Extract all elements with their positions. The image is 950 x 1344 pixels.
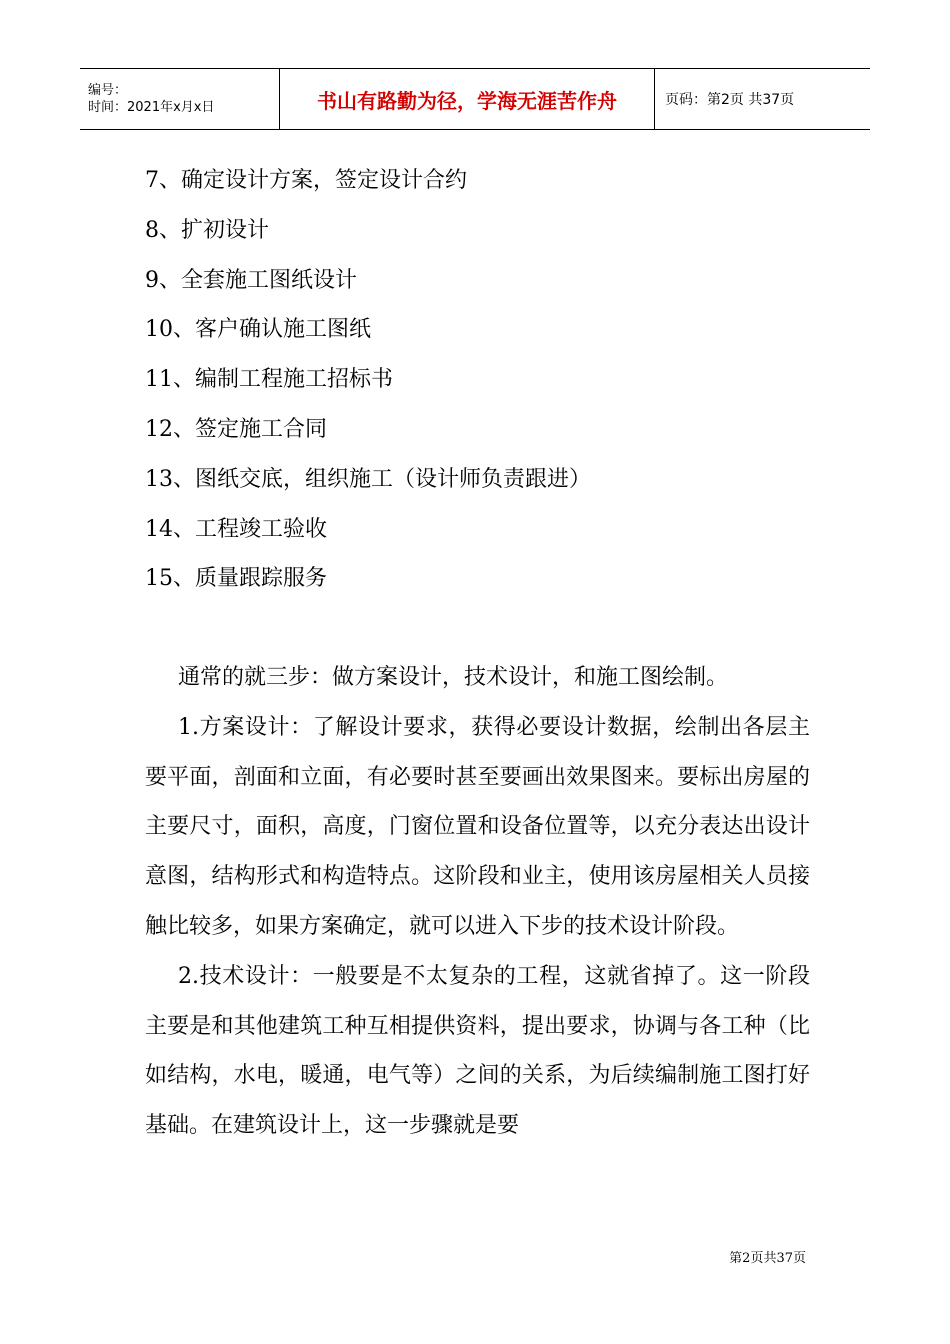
design-steps-list	[145, 156, 591, 604]
technical-design-paragraph: 2.技术设计：一般要是不太复杂的工程，这就省掉了。这一阶段主要是和其他建筑工种互相提供资料，提出要求，协调与各工种（比如结构，水电，暖通，电气等）之间的关系，为后续编制施工图打好基础。在建筑设计上，这一步骤就是要	[145, 963, 810, 1139]
list-item: 15、质量跟踪服务	[145, 566, 327, 592]
scheme-design-paragraph: 1.方案设计：了解设计要求，获得必要设计数据，绘制出各层主要平面，剖面和立面，有必要时甚至要画出效果图来。要标出房屋的主要尺寸，面积，高度，门窗位置和设备位置等，以充分表达出设计意图，结构形式和构造特点。这阶段和业主，使用该房屋相关人员接触比较多，如果方案确定，就可以进入下步的技术设计阶段。	[145, 714, 810, 939]
document-number-label: 编号：	[88, 83, 128, 98]
header-motto: 书山有路勤为径，学海无涯苦作舟	[280, 69, 655, 129]
document-time-label: 时间：2021年x月x日	[88, 100, 215, 115]
page-header	[80, 68, 870, 130]
header-page-number: 页码：第2页 共37页	[665, 92, 795, 108]
intro-paragraph: 通常的就三步：做方案设计，技术设计，和施工图绘制。	[178, 665, 729, 690]
list-item: 12、签定施工合同	[145, 416, 327, 442]
list-item: 7、确定设计方案，签定设计合约	[145, 168, 467, 193]
body-text	[145, 653, 810, 1151]
list-item: 14、工程竣工验收	[145, 516, 327, 542]
footer-page-number: 第2页共37页	[729, 1251, 806, 1266]
list-item: 10、客户确认施工图纸	[145, 317, 371, 343]
list-item: 8、扩初设计	[145, 217, 269, 243]
list-item: 11、编制工程施工招标书	[145, 367, 393, 393]
list-item: 9、全套施工图纸设计	[145, 267, 357, 293]
list-item: 13、图纸交底，组织施工（设计师负责跟进）	[145, 466, 591, 492]
header-meta	[80, 69, 280, 129]
